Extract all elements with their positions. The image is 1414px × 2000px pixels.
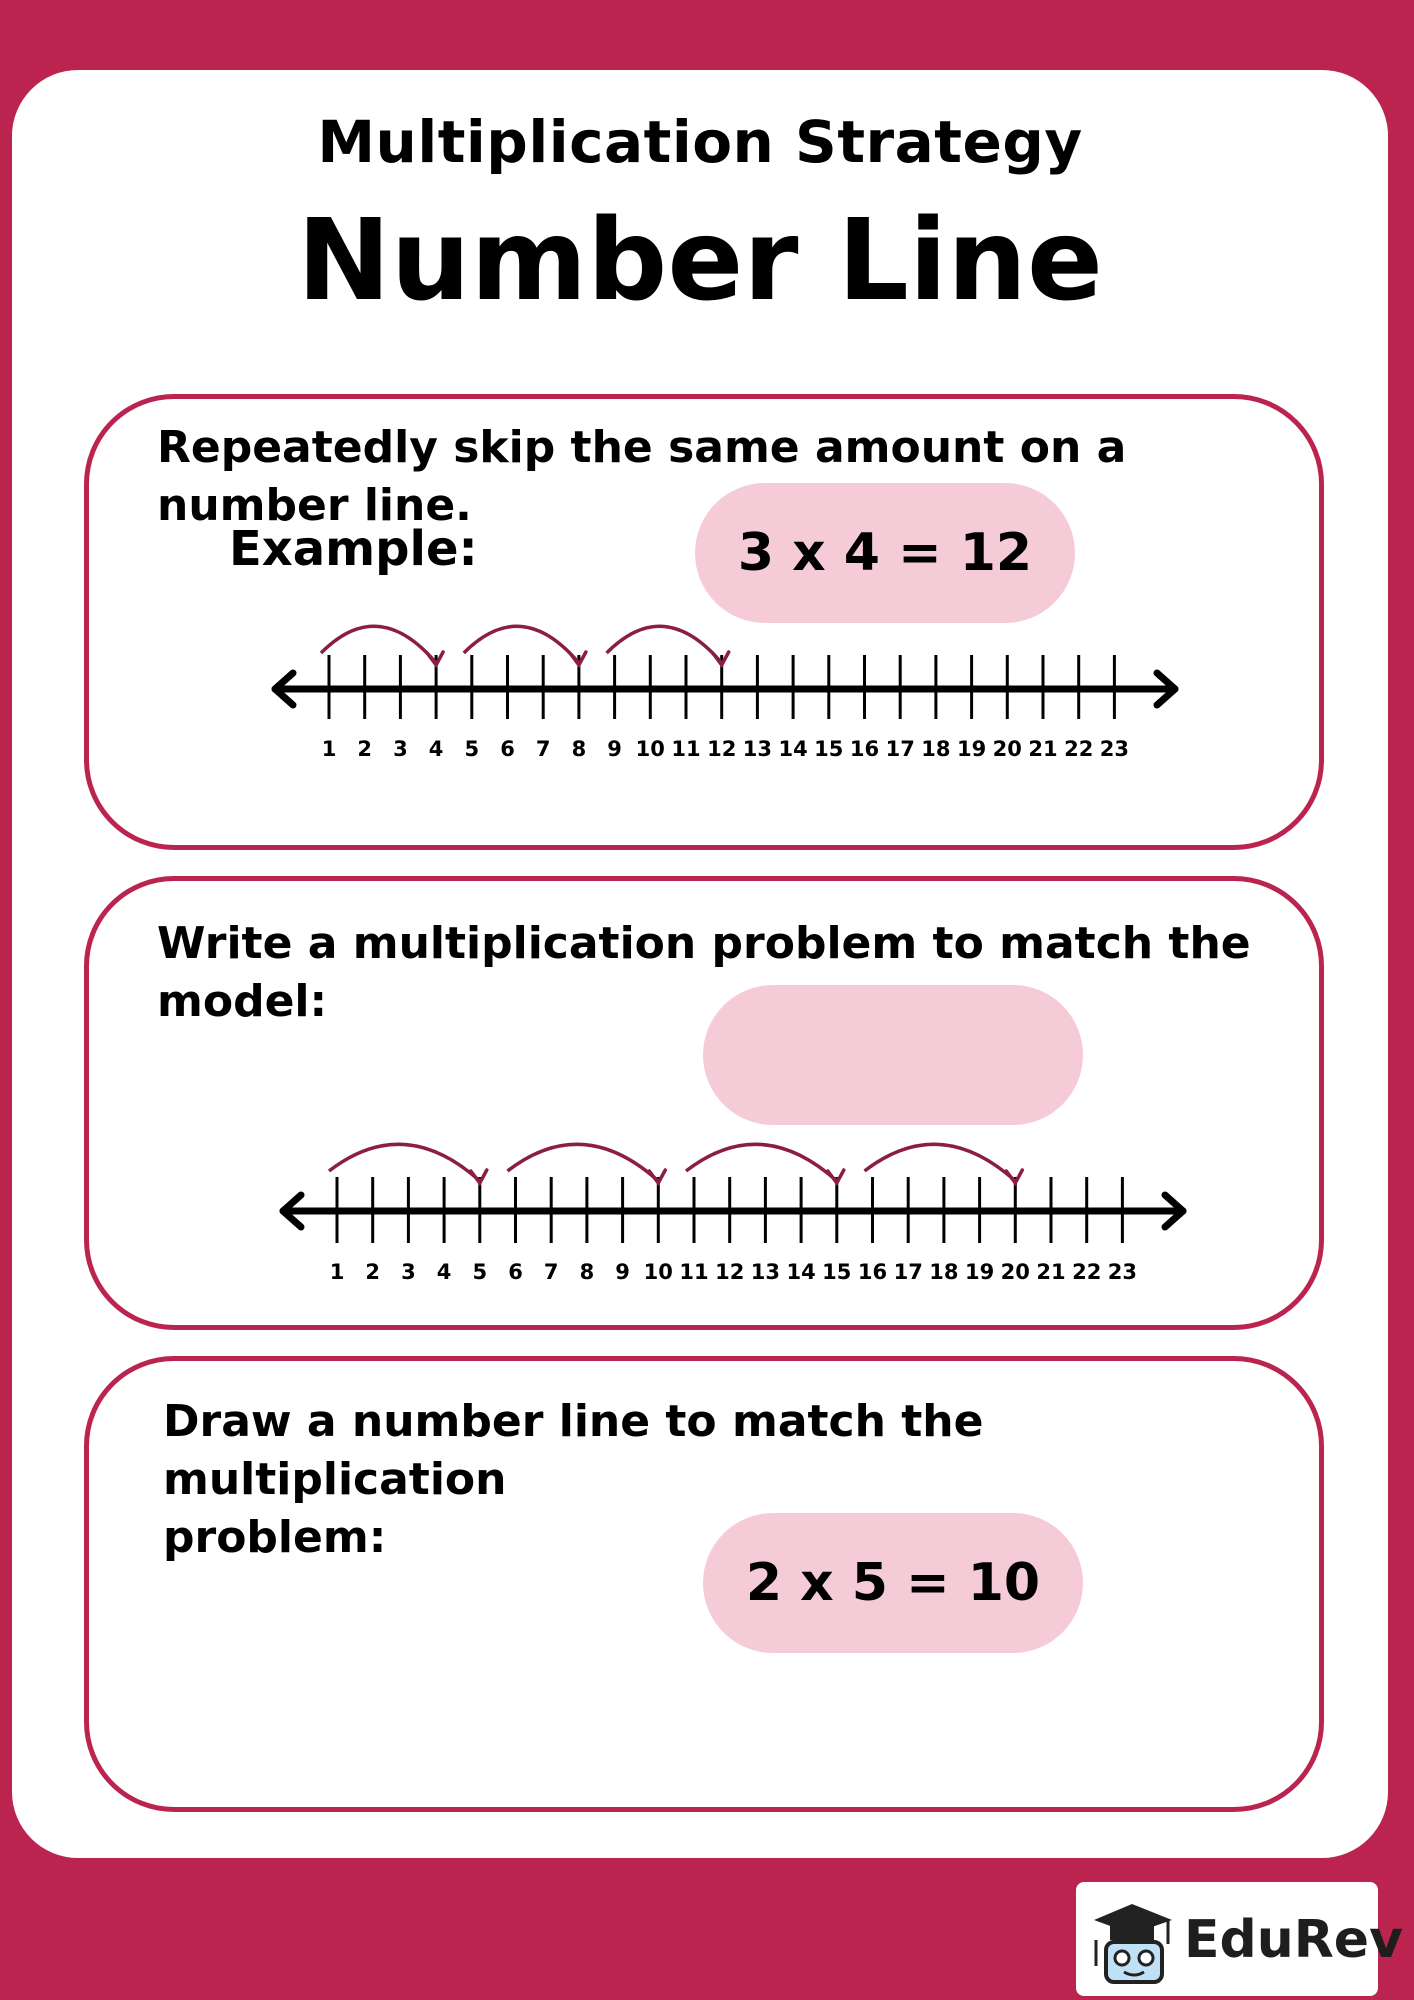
tick-label: 14 xyxy=(778,737,808,761)
tick-label: 10 xyxy=(643,1260,673,1284)
draw-prompt-line1: Draw a number line to match the multiplication xyxy=(163,1396,984,1505)
tick-label: 15 xyxy=(822,1260,852,1284)
edurev-logo[interactable] xyxy=(1076,1882,1403,1996)
tick-label: 6 xyxy=(500,737,515,761)
jump-arc xyxy=(686,1144,837,1181)
tick-label: 8 xyxy=(579,1260,595,1284)
strategy-description: Repeatedly skip the same amount on a number line. xyxy=(157,422,1127,531)
write-problem-card xyxy=(84,876,1324,1330)
tick-label: 23 xyxy=(1107,1260,1138,1284)
draw-prompt-line2: problem: xyxy=(163,1512,387,1563)
tick-label: 22 xyxy=(1064,737,1094,761)
draw-equation-pill: 2 x 5 = 10 xyxy=(703,1513,1083,1653)
example-number-line xyxy=(89,399,1329,855)
tick-label: 17 xyxy=(893,1260,923,1284)
tick-label: 20 xyxy=(992,737,1022,761)
tick-label: 10 xyxy=(635,737,665,761)
tick-label: 20 xyxy=(1000,1260,1030,1284)
tick-label: 9 xyxy=(607,737,622,761)
jump-arrowhead xyxy=(649,1170,665,1183)
tick-label: 6 xyxy=(508,1260,523,1284)
tick-label: 13 xyxy=(750,1260,781,1284)
tick-label: 17 xyxy=(885,737,915,761)
jump-arc xyxy=(865,1144,1016,1181)
tick-label: 18 xyxy=(921,737,951,761)
tick-label: 9 xyxy=(615,1260,630,1284)
example-label: Example: xyxy=(229,521,478,577)
tick-label: 18 xyxy=(929,1260,959,1284)
tick-label: 23 xyxy=(1099,737,1130,761)
tick-label: 1 xyxy=(321,737,337,761)
example-card xyxy=(84,394,1324,850)
tick-label: 4 xyxy=(428,737,444,761)
example-equation-pill: 3 x 4 = 12 xyxy=(695,483,1075,623)
tick-label: 8 xyxy=(571,737,587,761)
jump-arrowhead xyxy=(1006,1170,1022,1183)
tick-label: 11 xyxy=(671,737,701,761)
subtitle: Multiplication Strategy xyxy=(317,108,1083,176)
tick-label: 22 xyxy=(1072,1260,1102,1284)
tick-label: 19 xyxy=(964,1260,995,1284)
tick-label: 21 xyxy=(1036,1260,1066,1284)
tick-label: 15 xyxy=(814,737,844,761)
jump-arc xyxy=(508,1144,659,1181)
tick-label: 12 xyxy=(715,1260,745,1284)
tick-label: 2 xyxy=(357,737,373,761)
tick-label: 19 xyxy=(956,737,987,761)
tick-label: 16 xyxy=(849,737,880,761)
jump-arc xyxy=(321,626,436,663)
tick-label: 2 xyxy=(365,1260,381,1284)
tick-label: 13 xyxy=(742,737,773,761)
graduation-cap-icon xyxy=(1084,1890,1184,1990)
write-problem-prompt-line2: model: xyxy=(157,976,328,1027)
jump-arrowhead xyxy=(828,1170,844,1183)
jump-arrowhead xyxy=(471,1170,487,1183)
jump-arc xyxy=(607,626,722,663)
tick-label: 21 xyxy=(1028,737,1058,761)
tick-label: 11 xyxy=(679,1260,709,1284)
tick-label: 14 xyxy=(786,1260,816,1284)
tick-label: 7 xyxy=(535,737,551,761)
model-number-line xyxy=(89,881,1329,1335)
jump-arc xyxy=(464,626,579,663)
jump-arc xyxy=(329,1144,480,1181)
tick-label: 16 xyxy=(857,1260,888,1284)
tick-label: 5 xyxy=(472,1260,488,1284)
page-title: Number Line xyxy=(297,196,1103,326)
tick-label: 5 xyxy=(464,737,480,761)
draw-number-line-card xyxy=(84,1356,1324,1812)
tick-label: 12 xyxy=(707,737,737,761)
tick-label: 3 xyxy=(401,1260,416,1284)
tick-label: 4 xyxy=(436,1260,452,1284)
tick-label: 7 xyxy=(543,1260,559,1284)
write-problem-prompt-line1: Write a multiplication problem to match the xyxy=(157,918,1251,969)
logo-text: EduRev xyxy=(1184,1910,1403,1970)
tick-label: 3 xyxy=(393,737,408,761)
tick-label: 1 xyxy=(329,1260,345,1284)
